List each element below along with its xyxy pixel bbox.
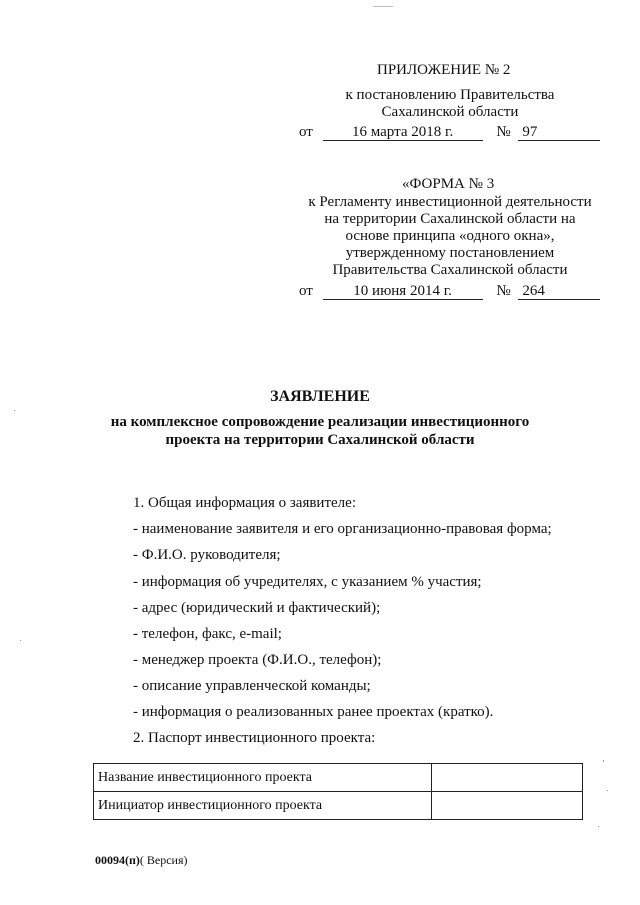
form-line-2: на территории Сахалинской области на bbox=[324, 211, 576, 227]
table-row bbox=[94, 764, 583, 792]
appendix-number: 97 bbox=[518, 124, 600, 141]
list-item: - телефон, факс, e-mail; bbox=[133, 626, 282, 642]
appendix-date: 16 марта 2018 г. bbox=[323, 124, 483, 141]
table-cell-value bbox=[432, 764, 583, 792]
list-item: - адрес (юридический и фактический); bbox=[133, 600, 381, 616]
appendix-from-label: от bbox=[299, 124, 313, 140]
document-title: ЗАЯВЛЕНИЕ bbox=[270, 388, 370, 405]
table-cell-label: Инициатор инвестиционного проекта bbox=[94, 792, 432, 820]
passport-table bbox=[93, 763, 583, 820]
appendix-line-2: Сахалинской области bbox=[381, 104, 519, 120]
section-2-heading: 2. Паспорт инвестиционного проекта: bbox=[133, 730, 376, 746]
list-item: - информация о реализованных ранее проектах (кратко). bbox=[133, 704, 494, 720]
form-number-label: № bbox=[496, 283, 511, 299]
list-item: - информация об учредителях, с указанием % участия; bbox=[133, 574, 482, 590]
form-date: 10 июня 2014 г. bbox=[323, 283, 483, 300]
scan-mark bbox=[20, 640, 21, 641]
footer bbox=[95, 853, 188, 868]
form-number: 264 bbox=[518, 283, 600, 300]
table-cell-label: Название инвестиционного проекта bbox=[94, 764, 432, 792]
scan-mark bbox=[598, 826, 599, 827]
form-line-1: к Регламенту инвестиционной деятельности bbox=[308, 194, 592, 210]
form-date-row bbox=[299, 282, 600, 300]
footer-version: ( Версия) bbox=[139, 853, 188, 867]
section-1-heading: 1. Общая информация о заявителе: bbox=[133, 495, 356, 511]
appendix-date-row bbox=[299, 123, 600, 141]
scan-mark bbox=[603, 760, 604, 762]
document-subtitle-1: на комплексное сопровождение реализации инвестиционного bbox=[110, 414, 530, 430]
form-title: «ФОРМА № 3 bbox=[402, 176, 495, 192]
form-line-5: Правительства Сахалинской области bbox=[332, 262, 568, 278]
form-from-label: от bbox=[299, 283, 313, 299]
scan-mark bbox=[14, 410, 15, 411]
appendix-number-label: № bbox=[496, 124, 511, 140]
form-line-4: утвержденному постановлением bbox=[345, 245, 555, 261]
table-cell-value bbox=[432, 792, 583, 820]
appendix-line-1: к постановлению Правительства bbox=[345, 87, 555, 103]
footer-code: 00094(п) bbox=[95, 853, 140, 867]
list-item: - менеджер проекта (Ф.И.О., телефон); bbox=[133, 652, 382, 668]
list-item: - Ф.И.О. руководителя; bbox=[133, 547, 281, 563]
table-row bbox=[94, 792, 583, 820]
scan-mark bbox=[607, 790, 608, 791]
form-line-3: основе принципа «одного окна», bbox=[345, 228, 555, 244]
list-item: - наименование заявителя и его организационно-правовая форма; bbox=[133, 521, 552, 537]
list-item: - описание управленческой команды; bbox=[133, 678, 371, 694]
document-subtitle-2: проекта на территории Сахалинской области bbox=[165, 432, 475, 448]
appendix-title: ПРИЛОЖЕНИЕ № 2 bbox=[377, 62, 511, 78]
scan-mark bbox=[373, 6, 393, 7]
